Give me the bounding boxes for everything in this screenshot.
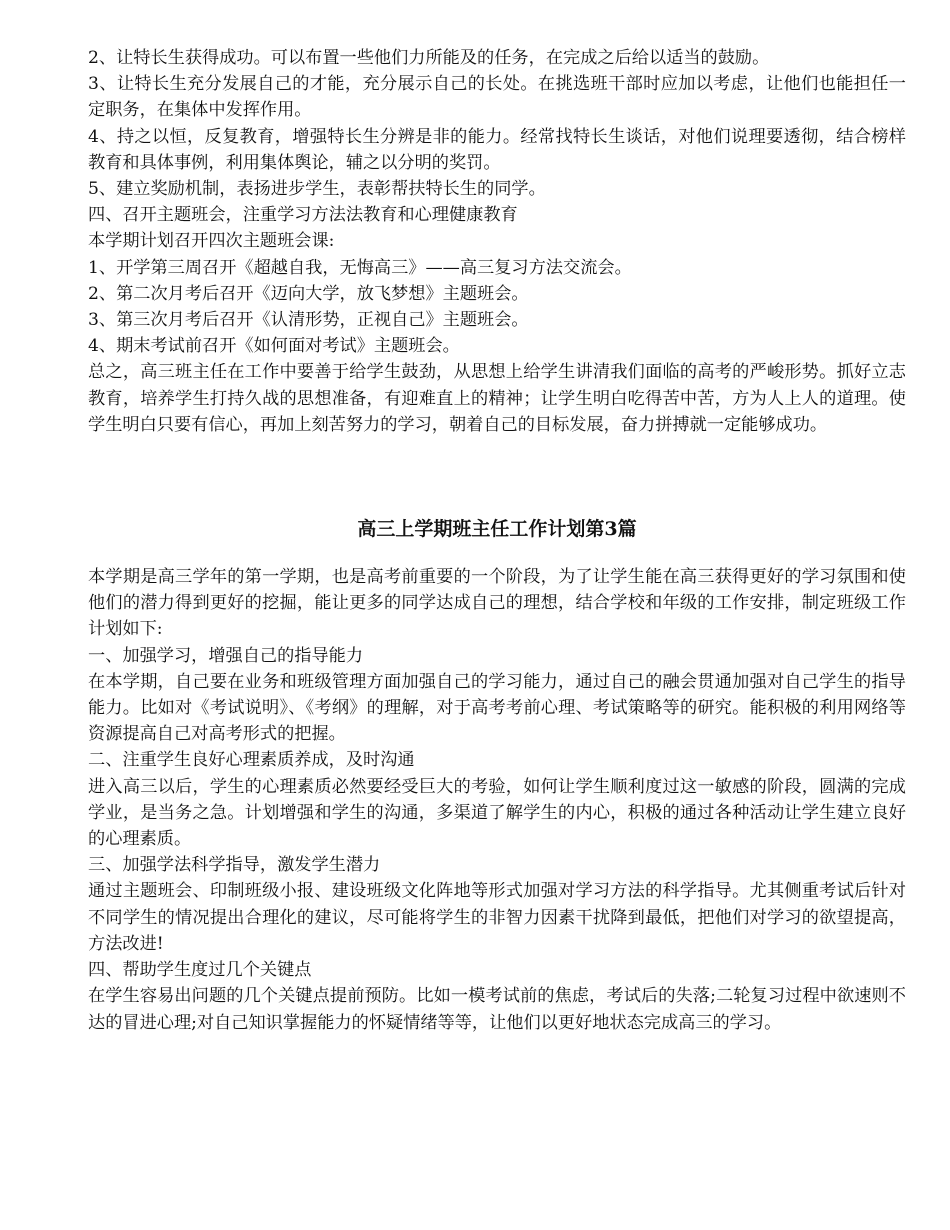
section-heading: 三、加强学法科学指导，激发学生潜力 bbox=[88, 855, 381, 876]
paragraph: 5、建立奖励机制，表扬进步学生，表彰帮扶特长生的同学。 bbox=[88, 179, 546, 200]
paragraph: 通过主题班会、印制班级小报、建设班级文化阵地等形式加强对学习方法的科学指导。尤其侧重考试后针对不同学生的情况提出合理化的建议，尽可能将学生的非智力因素干扰降到最低，把他们对学习的欲望提高，方法改进! bbox=[88, 881, 906, 954]
list-item: 4、期末考试前召开《如何面对考试》主题班会。 bbox=[88, 336, 460, 357]
paragraph: 4、持之以恒，反复教育，增强特长生分辨是非的能力。经常找特长生谈话，对他们说理要透彻，结合榜样教育和具体事例，利用集体舆论，辅之以分明的奖罚。 bbox=[88, 126, 906, 173]
paragraph: 进入高三以后，学生的心理素质必然要经受巨大的考验，如何让学生顺利度过这一敏感的阶段，圆满的完成学业，是当务之急。计划增强和学生的沟通，多渠道了解学生的内心，积极的通过各种活动让学生建立良好的心理素质。 bbox=[88, 776, 906, 850]
previous-plan-continuation bbox=[88, 45, 906, 438]
conclusion-paragraph: 总之，高三班主任在工作中要善于给学生鼓劲，从思想上给学生讲清我们面临的高考的严峻形势。抓好立志教育，培养学生打持久战的思想准备，有迎难直上的精神；让学生明白吃得苦中苦，方为人上人的道理。使学生明白只要有信心，再加上刻苦努力的学习，朝着自己的目标发展，奋力拼搏就一定能够成功。 bbox=[88, 362, 906, 435]
document-page bbox=[88, 45, 906, 1036]
paragraph: 在学生容易出问题的几个关键点提前预防。比如一模考试前的焦虑，考试后的失落;二轮复习过程中欲速则不达的冒进心理;对自己知识掌握能力的怀疑情绪等等，让他们以更好地状态完成高三的学习。 bbox=[88, 986, 906, 1033]
intro-paragraph: 本学期是高三学年的第一学期，也是高考前重要的一个阶段，为了让学生能在高三获得更好的学习氛围和使他们的潜力得到更好的挖掘，能让更多的同学达成自己的理想，结合学校和年级的工作安排，制定班级工作计划如下: bbox=[88, 567, 906, 640]
section-heading: 二、注重学生良好心理素质养成，及时沟通 bbox=[88, 750, 415, 771]
paragraph: 在本学期，自己要在业务和班级管理方面加强自己的学习能力，通过自己的融会贯通加强对自己学生的指导能力。比如对《考试说明》、《考纲》的理解，对于高考考前心理、考试策略等的研究。能积极的利用网络等资源提高自己对高考形式的把握。 bbox=[88, 671, 906, 745]
document-title: 高三上学期班主任工作计划第3篇 bbox=[357, 518, 637, 541]
paragraph: 本学期计划召开四次主题班会课: bbox=[88, 231, 335, 252]
paragraph: 3、让特长生充分发展自己的才能，充分展示自己的长处。在挑选班干部时应加以考虑，让他们也能担任一定职务，在集体中发挥作用。 bbox=[88, 74, 906, 121]
paragraph: 2、让特长生获得成功。可以布置一些他们力所能及的任务，在完成之后给以适当的鼓励。 bbox=[88, 48, 770, 68]
section-heading: 四、召开主题班会，注重学习方法法教育和心理健康教育 bbox=[88, 205, 518, 226]
plan-3-body bbox=[88, 564, 906, 1036]
list-item: 1、开学第三周召开《超越自我，无悔高三》——高三复习方法交流会。 bbox=[88, 257, 632, 278]
list-item: 3、第三次月考后召开《认清形势，正视自己》主题班会。 bbox=[88, 310, 529, 331]
section-heading: 四、帮助学生度过几个关键点 bbox=[88, 960, 312, 981]
list-item: 2、第二次月考后召开《迈向大学，放飞梦想》主题班会。 bbox=[88, 283, 529, 304]
section-heading: 一、加强学习，增强自己的指导能力 bbox=[88, 645, 364, 666]
